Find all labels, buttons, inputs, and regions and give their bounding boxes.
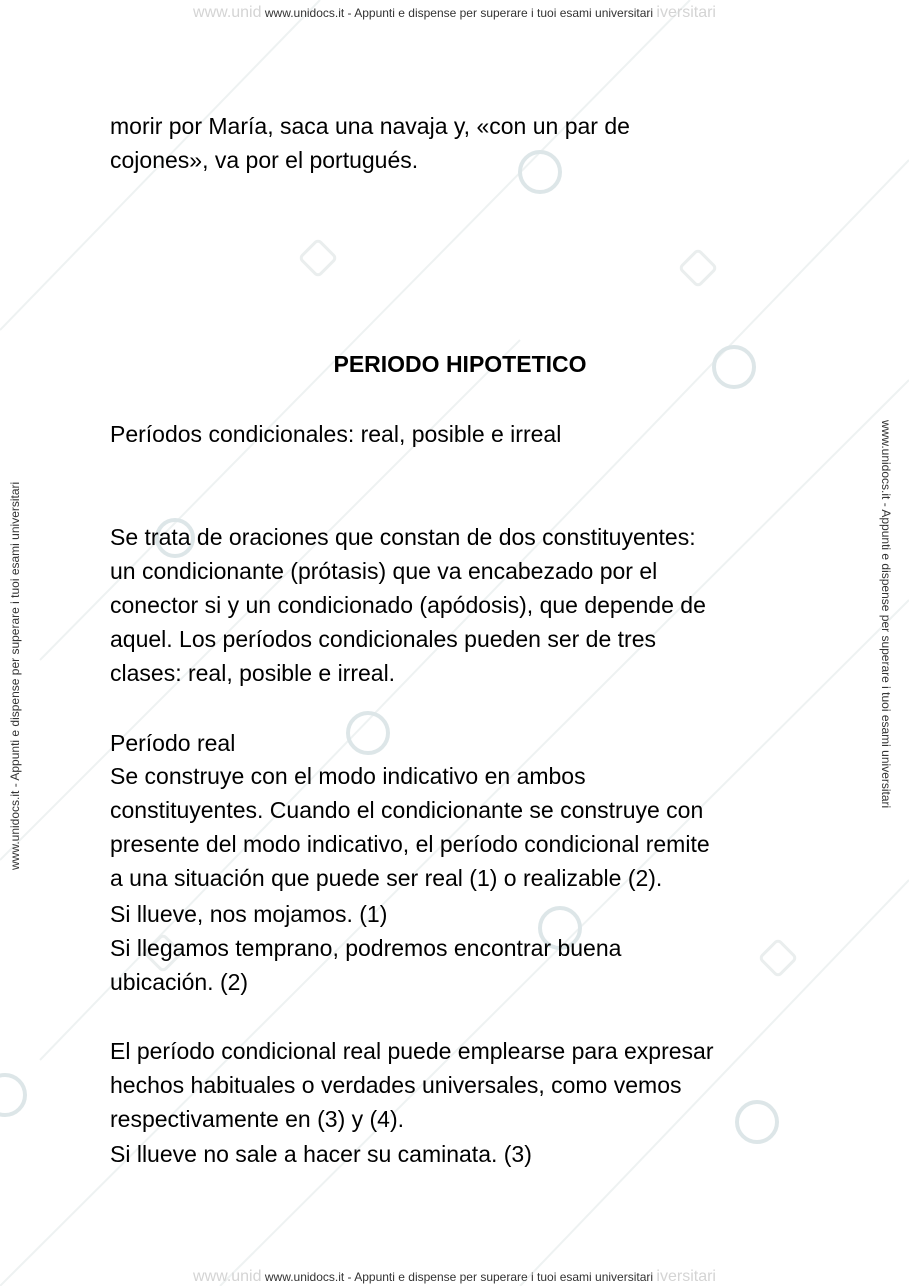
subtitle: Períodos condicionales: real, posible e irreal: [110, 421, 562, 447]
watermark-side-left: www.unidocs.it - Appunti e dispense per superare i tuoi esami universitari: [8, 481, 22, 870]
watermark-ghost-right: iversitari: [656, 4, 716, 21]
example-1: Si llueve, nos mojamos. (1): [110, 901, 388, 927]
intro-paragraph: morir por María, saca una navaja y, «con un par de cojones», va por el portugués.: [110, 113, 630, 173]
watermark-header-text: www.unidocs.it - Appunti e dispense per superare i tuoi esami universitari: [264, 6, 654, 20]
watermark-footer-text: www.unidocs.it - Appunti e dispense per superare i tuoi esami universitari: [264, 1270, 654, 1284]
paragraph-uses: El período condicional real puede emplearse para expresar hechos habituales o verdades universales, como vemos respectivamente en (3) y (4).: [110, 1038, 714, 1132]
watermark-header: [0, 4, 909, 22]
page-title: PERIODO HIPOTETICO: [333, 351, 587, 377]
paragraph-real-period: Se construye con el modo indicativo en ambos constituyentes. Cuando el condicionante se construye con presente del modo indicativo, el período condicional remite a una situación que puede ser real (1) o realizable (2).: [110, 763, 710, 891]
paragraph-intro-conditionals: Se trata de oraciones que constan de dos constituyentes: un condicionante (prótasis) que va encabezado por el conector si y un condicionado (apódosis), que depende de aquel. Los períodos condicionales pueden ser de tres clases: real, posible e irreal.: [110, 524, 706, 686]
watermark-side-right: www.unidocs.it - Appunti e dispense per superare i tuoi esami universitari: [879, 420, 893, 809]
example-2: Si llegamos temprano, podremos encontrar buena ubicación. (2): [110, 935, 622, 995]
watermark-footer: [0, 1268, 909, 1286]
watermark-ghost-right: iversitari: [656, 1268, 716, 1285]
section-heading: Período real: [110, 730, 236, 756]
example-3: Si llueve no sale a hacer su caminata. (3): [110, 1141, 532, 1167]
watermark-ghost-left: www.unid: [193, 4, 262, 21]
watermark-ghost-left: www.unid: [193, 1268, 262, 1285]
